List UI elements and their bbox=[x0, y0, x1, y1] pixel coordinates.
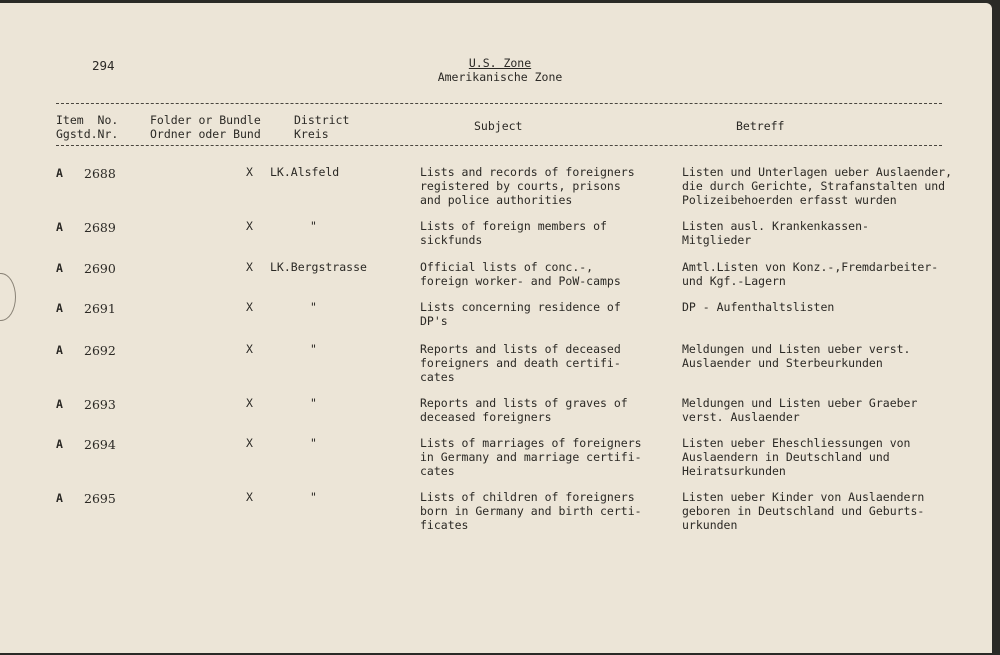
subject-text: Reports and lists of graves of deceased foreigners bbox=[420, 396, 628, 424]
item-number: 2692 bbox=[84, 343, 116, 358]
item-letter: A bbox=[56, 343, 63, 357]
district-kreis: LK.Alsfeld bbox=[270, 165, 340, 179]
document-page bbox=[0, 3, 992, 653]
betreff-text: Listen ueber Eheschliessungen von Auslaendern in Deutschland und Heiratsurkunden bbox=[682, 436, 911, 478]
column-header-item: Item No. Ggstd.Nr. bbox=[56, 113, 119, 141]
folder-mark: X bbox=[246, 436, 253, 450]
betreff-text: DP - Aufenthaltslisten bbox=[682, 300, 835, 314]
column-header-betreff: Betreff bbox=[736, 119, 785, 133]
district-kreis: LK.Bergstrasse bbox=[270, 260, 367, 274]
betreff-text: Listen ueber Kinder von Auslaendern geboren in Deutschland und Geburts- urkunden bbox=[682, 490, 925, 532]
zone-title: U.S. Zone bbox=[468, 56, 532, 70]
item-number: 2693 bbox=[84, 397, 116, 412]
district-kreis: " bbox=[310, 342, 317, 356]
subject-text: Reports and lists of deceased foreigners and death certifi- cates bbox=[420, 342, 621, 384]
folder-mark: X bbox=[246, 219, 253, 233]
item-number: 2690 bbox=[84, 261, 116, 276]
betreff-text: Listen und Unterlagen ueber Auslaender, die durch Gerichte, Strafanstalten und Polizeibehoerden erfasst wurden bbox=[682, 165, 953, 207]
district-kreis: " bbox=[310, 396, 317, 410]
subject-text: Lists of marriages of foreigners in Germany and marriage certifi- cates bbox=[420, 436, 642, 478]
header-rule-top bbox=[56, 103, 942, 104]
folder-mark: X bbox=[246, 165, 253, 179]
column-header-district: District Kreis bbox=[294, 113, 350, 141]
column-header-folder: Folder or Bundle Ordner oder Bund bbox=[150, 113, 261, 141]
item-letter: A bbox=[56, 220, 63, 234]
item-letter: A bbox=[56, 261, 63, 275]
district-kreis: " bbox=[310, 300, 317, 314]
column-header-subject: Subject bbox=[474, 119, 523, 133]
folder-mark: X bbox=[246, 260, 253, 274]
folder-mark: X bbox=[246, 342, 253, 356]
item-letter: A bbox=[56, 491, 63, 505]
betreff-text: Meldungen und Listen ueber verst. Auslaender und Sterbeurkunden bbox=[682, 342, 911, 370]
zone-subtitle: Amerikanische Zone bbox=[437, 70, 563, 84]
page-number: 294 bbox=[92, 58, 115, 73]
folder-mark: X bbox=[246, 300, 253, 314]
item-letter: A bbox=[56, 166, 63, 180]
subject-text: Lists and records of foreigners registered by courts, prisons and police authorities bbox=[420, 165, 635, 207]
item-number: 2688 bbox=[84, 166, 116, 181]
folder-mark: X bbox=[246, 490, 253, 504]
district-kreis: " bbox=[310, 219, 317, 233]
item-letter: A bbox=[56, 437, 63, 451]
betreff-text: Listen ausl. Krankenkassen- Mitglieder bbox=[682, 219, 869, 247]
item-number: 2694 bbox=[84, 437, 116, 452]
district-kreis: " bbox=[310, 436, 317, 450]
item-letter: A bbox=[56, 397, 63, 411]
district-kreis: " bbox=[310, 490, 317, 504]
header-rule-bottom bbox=[56, 145, 942, 146]
betreff-text: Meldungen und Listen ueber Graeber verst. Auslaender bbox=[682, 396, 918, 424]
subject-text: Lists of children of foreigners born in Germany and birth certi- ficates bbox=[420, 490, 642, 532]
betreff-text: Amtl.Listen von Konz.-,Fremdarbeiter- und Kgf.-Lagern bbox=[682, 260, 939, 288]
item-number: 2689 bbox=[84, 220, 116, 235]
folder-mark: X bbox=[246, 396, 253, 410]
item-number: 2695 bbox=[84, 491, 116, 506]
subject-text: Lists concerning residence of DP's bbox=[420, 300, 621, 328]
subject-text: Official lists of conc.-, foreign worker- and PoW-camps bbox=[420, 260, 621, 288]
item-letter: A bbox=[56, 301, 63, 315]
binder-clip-mark bbox=[0, 273, 16, 321]
subject-text: Lists of foreign members of sickfunds bbox=[420, 219, 607, 247]
item-number: 2691 bbox=[84, 301, 116, 316]
